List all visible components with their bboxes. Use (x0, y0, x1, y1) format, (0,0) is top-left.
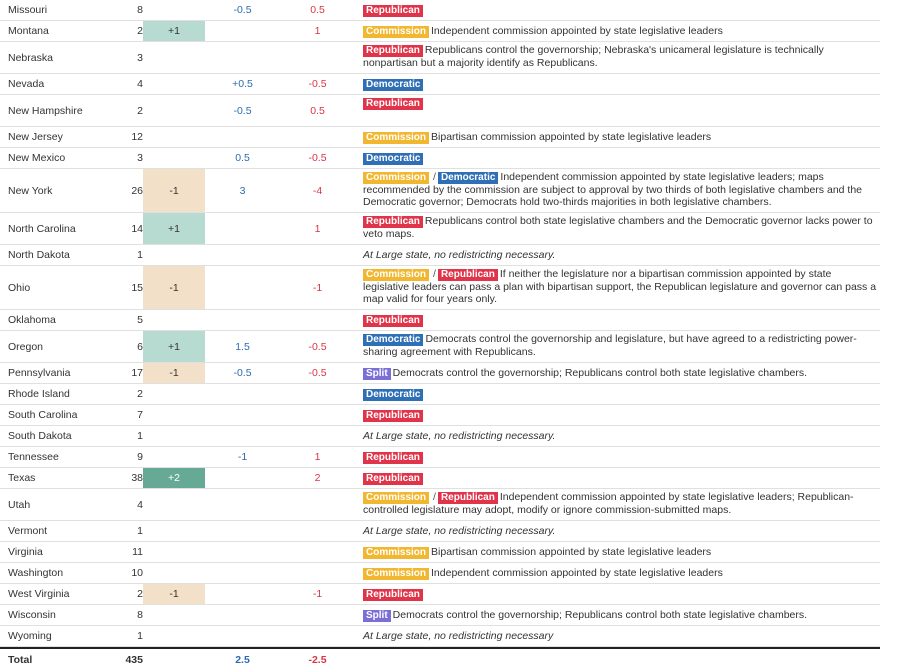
state-name: Vermont (8, 525, 48, 537)
spacer (355, 95, 363, 126)
state-name: New Jersey (8, 131, 63, 143)
dem-shift (205, 426, 280, 446)
rep-shift (280, 426, 355, 446)
redistricting-control (363, 213, 880, 244)
table-row (0, 331, 880, 363)
table-row (0, 626, 880, 647)
seat-change (143, 0, 205, 20)
seat-change (143, 521, 205, 541)
seat-change (143, 127, 205, 147)
control-note: At Large state, no redistricting necessary. (363, 430, 556, 442)
control-badge-commission: Commission (363, 132, 429, 144)
redistricting-control (363, 74, 880, 94)
spacer (355, 563, 363, 583)
control-note: Democrats control the governorship; Republicans control both state legislative chambers. (392, 366, 808, 379)
control-badge-republican: Republican (438, 492, 498, 504)
dem-shift: -0.5 (233, 367, 252, 379)
control-note: Independent commission appointed by state legislative leaders; Republican-controlled legislature may adopt, modify or ignore commission-submitted maps. (363, 491, 854, 516)
seat-count: 2 (137, 25, 143, 37)
seat-change (143, 310, 205, 330)
seat-count: 17 (131, 367, 143, 379)
control-badge-republican: Republican (363, 452, 423, 464)
seat-count: 10 (131, 567, 143, 579)
table-row (0, 489, 880, 521)
seat-change (143, 489, 205, 520)
control-note: At Large state, no redistricting necessary. (363, 249, 556, 261)
seat-change (143, 563, 205, 583)
control-badge-republican: Republican (363, 410, 423, 422)
seat-count: 1 (137, 249, 143, 261)
dem-shift (205, 266, 280, 309)
redistricting-control (363, 0, 880, 20)
control-badge-republican: Republican (363, 589, 423, 601)
redistricting-control (363, 426, 880, 446)
redistricting-control (363, 468, 880, 488)
seat-change: +2 (143, 468, 205, 488)
control-badge-democratic: Democratic (363, 153, 423, 165)
spacer (355, 384, 363, 404)
redistricting-control (363, 310, 880, 330)
state-name: South Carolina (8, 409, 78, 421)
dem-shift (205, 605, 280, 625)
control-badge-democratic: Democratic (438, 172, 498, 184)
seat-change (143, 384, 205, 404)
redistricting-control (363, 626, 880, 646)
rep-shift (280, 521, 355, 541)
rep-shift (280, 245, 355, 265)
redistricting-control (363, 384, 880, 404)
control-note: Republicans control both state legislative chambers and the Democratic governor lacks power to veto maps. (363, 215, 873, 240)
dem-shift: 1.5 (235, 340, 250, 353)
rep-shift (280, 42, 355, 73)
state-name: Wisconsin (8, 609, 56, 621)
redistricting-control (363, 21, 880, 41)
dem-shift (205, 405, 280, 425)
dem-shift: -0.5 (233, 104, 252, 117)
dem-shift: +0.5 (232, 78, 253, 90)
spacer (355, 169, 363, 212)
redistricting-control (363, 489, 880, 520)
spacer (355, 245, 363, 265)
seat-change: +1 (143, 21, 205, 41)
spacer (355, 0, 363, 20)
table-row (0, 542, 880, 563)
table-row (0, 127, 880, 148)
spacer (355, 605, 363, 625)
table-row (0, 384, 880, 405)
total-row (0, 647, 880, 671)
rep-shift: -1 (312, 588, 323, 600)
table-row (0, 0, 880, 21)
dem-shift: -0.5 (233, 4, 252, 16)
state-name: Ohio (8, 281, 31, 294)
dem-shift (205, 42, 280, 73)
table-row (0, 563, 880, 584)
control-note: Independent commission appointed by state legislative leaders (431, 24, 723, 37)
rep-shift: 1 (314, 222, 321, 235)
control-badge-split: Split (363, 368, 391, 380)
total-seats: 435 (125, 654, 143, 666)
state-name: Nevada (8, 78, 45, 90)
state-name: North Carolina (8, 222, 76, 235)
seat-count: 7 (137, 409, 143, 421)
table-row (0, 426, 880, 447)
seat-count: 4 (137, 78, 143, 90)
rep-shift (280, 626, 355, 646)
table-row (0, 310, 880, 331)
dem-shift (205, 563, 280, 583)
rep-shift: 0.5 (310, 104, 325, 117)
spacer (355, 127, 363, 147)
spacer (355, 266, 363, 309)
control-badge-republican: Republican (438, 269, 498, 281)
state-name: Rhode Island (8, 388, 70, 400)
seat-count: 8 (137, 4, 143, 16)
seat-count: 26 (131, 184, 143, 197)
control-note: Independent commission appointed by state legislative leaders (431, 566, 723, 579)
dem-shift (205, 213, 280, 244)
control-note: At Large state, no redistricting necessary. (363, 525, 556, 537)
spacer (355, 363, 363, 383)
table-row (0, 213, 880, 245)
rep-shift: 0.5 (310, 4, 325, 16)
seat-count: 38 (131, 472, 143, 484)
table-row (0, 169, 880, 213)
table-row (0, 21, 880, 42)
spacer (355, 42, 363, 73)
total-rep: -2.5 (308, 654, 327, 666)
control-badge-republican: Republican (363, 473, 423, 485)
rep-shift (280, 489, 355, 520)
redistricting-control (363, 42, 880, 73)
table-row (0, 405, 880, 426)
seat-count: 14 (131, 222, 143, 235)
seat-count: 3 (137, 152, 143, 164)
control-note: Bipartisan commission appointed by state legislative leaders (431, 545, 712, 558)
spacer (355, 426, 363, 446)
dem-shift (205, 21, 280, 41)
rep-shift (280, 310, 355, 330)
total-label: Total (8, 654, 33, 666)
badge-separator: / (433, 491, 436, 503)
seat-count: 1 (137, 630, 143, 642)
table-row (0, 148, 880, 169)
spacer (355, 584, 363, 604)
spacer (355, 468, 363, 488)
state-name: South Dakota (8, 430, 72, 442)
seat-change (143, 447, 205, 467)
rep-shift: -0.5 (308, 340, 327, 353)
rep-shift: -1 (312, 281, 323, 294)
seat-change (143, 405, 205, 425)
seat-count: 6 (137, 340, 143, 353)
table-row (0, 521, 880, 542)
redistricting-control (363, 127, 880, 147)
seat-count: 8 (137, 609, 143, 621)
dem-shift (205, 384, 280, 404)
table-row (0, 363, 880, 384)
table-row (0, 266, 880, 310)
state-name: Wyoming (8, 630, 52, 642)
control-badge-democratic: Democratic (363, 334, 423, 346)
redistricting-control (363, 363, 880, 383)
control-badge-commission: Commission (363, 492, 429, 504)
spacer (355, 489, 363, 520)
table-row (0, 584, 880, 605)
redistricting-control (363, 148, 880, 168)
control-badge-republican: Republican (363, 5, 423, 17)
dem-shift: 3 (239, 184, 246, 197)
badge-separator: / (433, 268, 436, 280)
seat-count: 5 (137, 314, 143, 326)
seat-count: 2 (137, 588, 143, 600)
dem-shift (205, 245, 280, 265)
table-row (0, 245, 880, 266)
dem-shift (205, 310, 280, 330)
rep-shift (280, 384, 355, 404)
seat-change (143, 95, 205, 126)
seat-change: +1 (143, 213, 205, 244)
state-name: Nebraska (8, 51, 53, 64)
seat-change: -1 (143, 169, 205, 212)
state-name: North Dakota (8, 249, 70, 261)
rep-shift: 1 (314, 25, 321, 37)
control-note: If neither the legislature nor a bipartisan commission appointed by state legislative leaders can pass a plan with bipartisan support, the Republican legislature and governor can pass a map valid for four years only. (363, 268, 877, 305)
state-name: Virginia (8, 546, 43, 558)
dem-shift (205, 468, 280, 488)
seat-change: +1 (143, 331, 205, 362)
control-badge-commission: Commission (363, 269, 429, 281)
dem-shift: 0.5 (235, 152, 250, 164)
control-note: Bipartisan commission appointed by state legislative leaders (431, 130, 712, 143)
spacer (355, 213, 363, 244)
rep-shift (280, 605, 355, 625)
rep-shift: -4 (312, 184, 323, 197)
control-note: Democrats control the governorship; Republicans control both state legislative chambers. (392, 608, 808, 621)
seat-count: 15 (131, 281, 143, 294)
control-badge-commission: Commission (363, 26, 429, 38)
control-badge-republican: Republican (363, 98, 423, 110)
seat-change: -1 (143, 584, 205, 604)
state-name: Missouri (8, 4, 48, 16)
rep-shift (280, 405, 355, 425)
dem-shift (205, 542, 280, 562)
seat-change: -1 (143, 363, 205, 383)
dem-shift (205, 489, 280, 520)
dem-shift (205, 521, 280, 541)
state-name: Washington (8, 567, 64, 579)
state-name: Montana (8, 25, 49, 37)
seat-count: 3 (137, 51, 143, 64)
spacer (355, 521, 363, 541)
table-row (0, 447, 880, 468)
rep-shift: -0.5 (308, 152, 327, 164)
table-row (0, 468, 880, 489)
spacer (355, 148, 363, 168)
seat-count: 2 (137, 104, 143, 117)
spacer (355, 626, 363, 646)
rep-shift: -0.5 (308, 78, 327, 90)
state-name: Utah (8, 498, 31, 511)
seat-change (143, 148, 205, 168)
spacer (355, 331, 363, 362)
spacer (355, 74, 363, 94)
control-badge-commission: Commission (363, 547, 429, 559)
state-name: Oklahoma (8, 314, 56, 326)
redistricting-control (363, 405, 880, 425)
redistricting-control (363, 447, 880, 467)
table-row (0, 74, 880, 95)
seat-change (143, 426, 205, 446)
badge-separator: / (433, 171, 436, 183)
seat-count: 12 (131, 131, 143, 143)
seat-change (143, 626, 205, 646)
redistricting-control (363, 584, 880, 604)
control-badge-split: Split (363, 610, 391, 622)
rep-shift: -0.5 (308, 367, 327, 379)
seat-change (143, 542, 205, 562)
state-name: Tennessee (8, 451, 59, 463)
state-name: New Mexico (8, 152, 66, 164)
state-name: West Virginia (8, 588, 70, 600)
seat-change (143, 74, 205, 94)
redistricting-control (363, 605, 880, 625)
spacer (355, 21, 363, 41)
redistricting-control (363, 169, 880, 212)
state-name: Pennsylvania (8, 367, 71, 379)
table-row (0, 95, 880, 127)
table-row (0, 605, 880, 626)
control-badge-democratic: Democratic (363, 79, 423, 91)
control-badge-commission: Commission (363, 568, 429, 580)
control-note: At Large state, no redistricting necessary (363, 630, 554, 642)
control-badge-republican: Republican (363, 45, 423, 57)
spacer (355, 310, 363, 330)
dem-shift (205, 584, 280, 604)
total-dem: 2.5 (235, 654, 250, 666)
redistricting-control (363, 542, 880, 562)
dem-shift: -1 (237, 451, 248, 463)
redistricting-control (363, 245, 880, 265)
control-note: Democrats control the governorship and legislature, but have agreed to a redistricting power-sharing agreement with Republicans. (363, 333, 857, 358)
seat-count: 11 (132, 546, 143, 558)
rep-shift: 1 (314, 451, 321, 463)
seat-count: 1 (137, 430, 143, 442)
dem-shift (205, 626, 280, 646)
control-note: Republicans control the governorship; Nebraska's unicameral legislature is technically nonpartisan but a majority identify as Republicans. (363, 44, 824, 69)
seat-change (143, 42, 205, 73)
seat-count: 9 (137, 451, 143, 463)
state-name: Texas (8, 472, 36, 484)
state-name: New Hampshire (8, 104, 83, 117)
rep-shift (280, 563, 355, 583)
control-badge-commission: Commission (363, 172, 429, 184)
seat-count: 1 (137, 525, 143, 537)
control-badge-republican: Republican (363, 216, 423, 228)
state-name: New York (8, 184, 53, 197)
state-name: Oregon (8, 340, 44, 353)
redistricting-control (363, 521, 880, 541)
redistricting-control (363, 95, 880, 126)
spacer (355, 542, 363, 562)
dem-shift (205, 127, 280, 147)
table-row (0, 42, 880, 74)
control-badge-democratic: Democratic (363, 389, 423, 401)
rep-shift (280, 542, 355, 562)
seat-change (143, 245, 205, 265)
redistricting-control (363, 331, 880, 362)
rep-shift (280, 127, 355, 147)
control-note: Independent commission appointed by state legislative leaders; maps recommended by the commission are subject to approval by two thirds of both legislative chambers and the Democratic governor; Democrats hold two-thirds majorities in both legislative chambers. (363, 171, 863, 208)
redistricting-control (363, 563, 880, 583)
seat-count: 2 (137, 388, 143, 400)
seat-change (143, 605, 205, 625)
seat-change: -1 (143, 266, 205, 309)
rep-shift: 2 (314, 472, 321, 484)
redistricting-control (363, 266, 880, 309)
seat-count: 4 (137, 498, 143, 511)
spacer (355, 447, 363, 467)
control-badge-republican: Republican (363, 315, 423, 327)
spacer (355, 405, 363, 425)
